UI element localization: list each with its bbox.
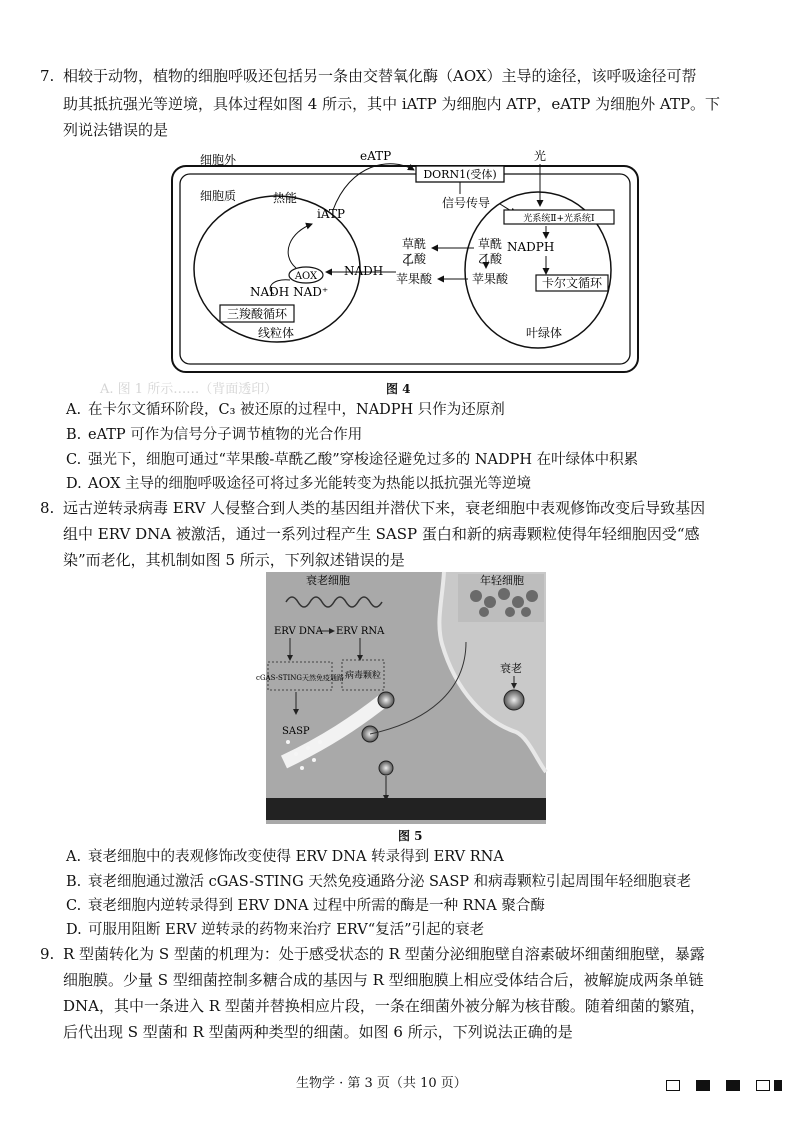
bleed-through-text: A. 图 1 所示……（背面透印） (100, 382, 278, 397)
label-cytoplasm: 细胞质 (200, 189, 237, 203)
label-light: 光 (534, 149, 547, 163)
q8-option-c-text: 衰老细胞内逆转录得到 ERV DNA 过程中所需的酶是一种 RNA 聚合酶 (88, 898, 545, 914)
q7-stem-line-3: 列说法错误的是 (63, 121, 169, 139)
label-virus: 病毒颗粒 (344, 671, 382, 681)
label-calvin: 卡尔文循环 (541, 276, 603, 290)
label-nadh-nad: NADH NAD⁺ (250, 285, 329, 299)
label-photosystem: 光系统Ⅱ+光系统Ⅰ (523, 214, 595, 224)
label-heat: 热能 (273, 191, 298, 205)
q7-option-a-label: A. (66, 402, 82, 418)
label-erv-dna: ERV DNA (274, 626, 323, 637)
q8-stem-line-2: 组中 ERV DNA 被激活，通过一系列过程产生 SASP 蛋白和新的病毒颗粒使得年轻细胞因受“感 (63, 525, 700, 543)
q9-stem-line-4: 后代出现 S 型菌和 R 型菌两种类型的细菌。如图 6 所示，下列说法正确的是 (63, 1023, 573, 1041)
label-mito: 线粒体 (258, 326, 295, 340)
label-tca: 三羧酸循环 (226, 307, 288, 321)
q7-stem-line-2: 助其抵抗强光等逆境，具体过程如图 4 所示，其中 iATP 为细胞内 ATP，eATP 为细胞外 ATP。下 (63, 95, 721, 113)
label-erv-rna: ERV RNA (336, 626, 385, 637)
q8-option-d-label: D. (66, 922, 82, 938)
aging-virion (504, 690, 524, 710)
page-footer: 生物学 · 第 3 页（共 10 页） (296, 1076, 467, 1091)
virion-budding (378, 692, 394, 708)
label-oaa-left-1: 草酰 (402, 237, 427, 251)
figure-4-diagram (170, 144, 640, 376)
q7-option-c-label: C. (66, 452, 82, 468)
q7-option-b-text: eATP 可作为信号分子调节植物的光合作用 (88, 427, 363, 443)
q8-option-c-label: C. (66, 898, 82, 914)
q7-option-c-text: 强光下，细胞可通过“苹果酸-草酰乙酸”穿梭途径避免过多的 NADPH 在叶绿体中积累 (88, 452, 639, 468)
cell-membrane (180, 174, 630, 364)
q7-option-d-label: D. (66, 476, 82, 492)
q8-stem-line-3: 染”而老化，其机制如图 5 所示，下列叙述错误的是 (63, 551, 405, 569)
label-nadph: NADPH (507, 240, 555, 254)
q9-number: 9. (40, 945, 55, 963)
footer-mark-open-1 (666, 1080, 680, 1091)
q9-stem-line-1: R 型菌转化为 S 型菌的机理为：处于感受状态的 R 型菌分泌细胞壁自溶素破坏细菌细胞壁，暴露 (63, 945, 705, 963)
q9-stem-line-2: 细胞膜。少量 S 型细菌控制多糖合成的基因与 R 型细胞膜上相应受体结合后，被解旋成两条单链 (63, 971, 704, 989)
label-oaa-left-2: 乙酸 (402, 252, 427, 266)
footer-mark-filled-2 (726, 1080, 740, 1091)
label-eATP: eATP (360, 149, 392, 163)
footer-mark-filled-3 (774, 1080, 782, 1091)
q7-option-b-label: B. (66, 427, 82, 443)
label-malate-right: 苹果酸 (472, 272, 509, 286)
footer-mark-filled-1 (696, 1080, 710, 1091)
label-aox: AOX (294, 271, 318, 282)
q7-option-a-text: 在卡尔文循环阶段，C₃ 被还原的过程中，NADPH 只作为还原剂 (88, 402, 505, 418)
extracellular-bar (266, 798, 546, 820)
figure-5-diagram (256, 572, 546, 824)
q8-option-a-text: 衰老细胞中的表观修饰改变使得 ERV DNA 转录得到 ERV RNA (88, 849, 504, 865)
label-chloro: 叶绿体 (526, 326, 563, 340)
label-extracellular: 细胞外 (200, 153, 237, 167)
label-oaa-right-2: 乙酸 (478, 252, 503, 266)
q7-number: 7. (40, 67, 55, 85)
q7-option-d-text: AOX 主导的细胞呼吸途径可将过多光能转变为热能以抵抗强光等逆境 (88, 476, 532, 492)
q8-option-b-text: 衰老细胞通过激活 cGAS-STING 天然免疫通路分泌 SASP 和病毒颗粒引起周围年轻细胞衰老 (88, 874, 692, 890)
label-young-cell: 年轻细胞 (480, 574, 524, 587)
q7-stem-line-1: 相较于动物，植物的细胞呼吸还包括另一条由交替氧化酶（AOX）主导的途径，该呼吸途径可帮 (63, 67, 697, 85)
figure-4-caption: 图 4 (386, 382, 411, 396)
arrow-aox-to-iATP (288, 224, 312, 268)
label-malate-left: 苹果酸 (396, 272, 433, 286)
footer-mark-open-2 (756, 1080, 770, 1091)
label-signal: 信号传导 (442, 196, 491, 210)
figure-5-caption: 图 5 (398, 829, 423, 843)
q8-stem-line-1: 远古逆转录病毒 ERV 人侵整合到人类的基因组并潜伏下来，衰老细胞中表观修饰改变后导致基因 (63, 499, 706, 517)
label-sasp: SASP (282, 726, 310, 737)
q8-number: 8. (40, 499, 55, 517)
q8-option-b-label: B. (66, 874, 82, 890)
q8-option-a-label: A. (66, 849, 82, 865)
label-nadh-mid: NADH (344, 264, 384, 278)
label-receptor: DORN1(受体) (423, 168, 497, 181)
arrow-iATP-to-eATP (333, 164, 414, 210)
label-oaa-right-1: 草酰 (478, 237, 503, 251)
label-iATP: iATP (317, 207, 345, 221)
q8-option-d-text: 可服用阻断 ERV 逆转录的药物来治疗 ERV“复活”引起的衰老 (88, 922, 485, 938)
q9-stem-line-3: DNA，其中一条进入 R 型菌并替换相应片段，一条在细菌外被分解为核苷酸。随着细菌的繁殖， (63, 997, 705, 1015)
virion-free (379, 761, 393, 775)
label-aging: 衰老 (500, 662, 522, 675)
label-senescent-cell: 衰老细胞 (306, 574, 350, 587)
label-cgas: cGAS-STING天然免疫通路 (256, 674, 344, 682)
